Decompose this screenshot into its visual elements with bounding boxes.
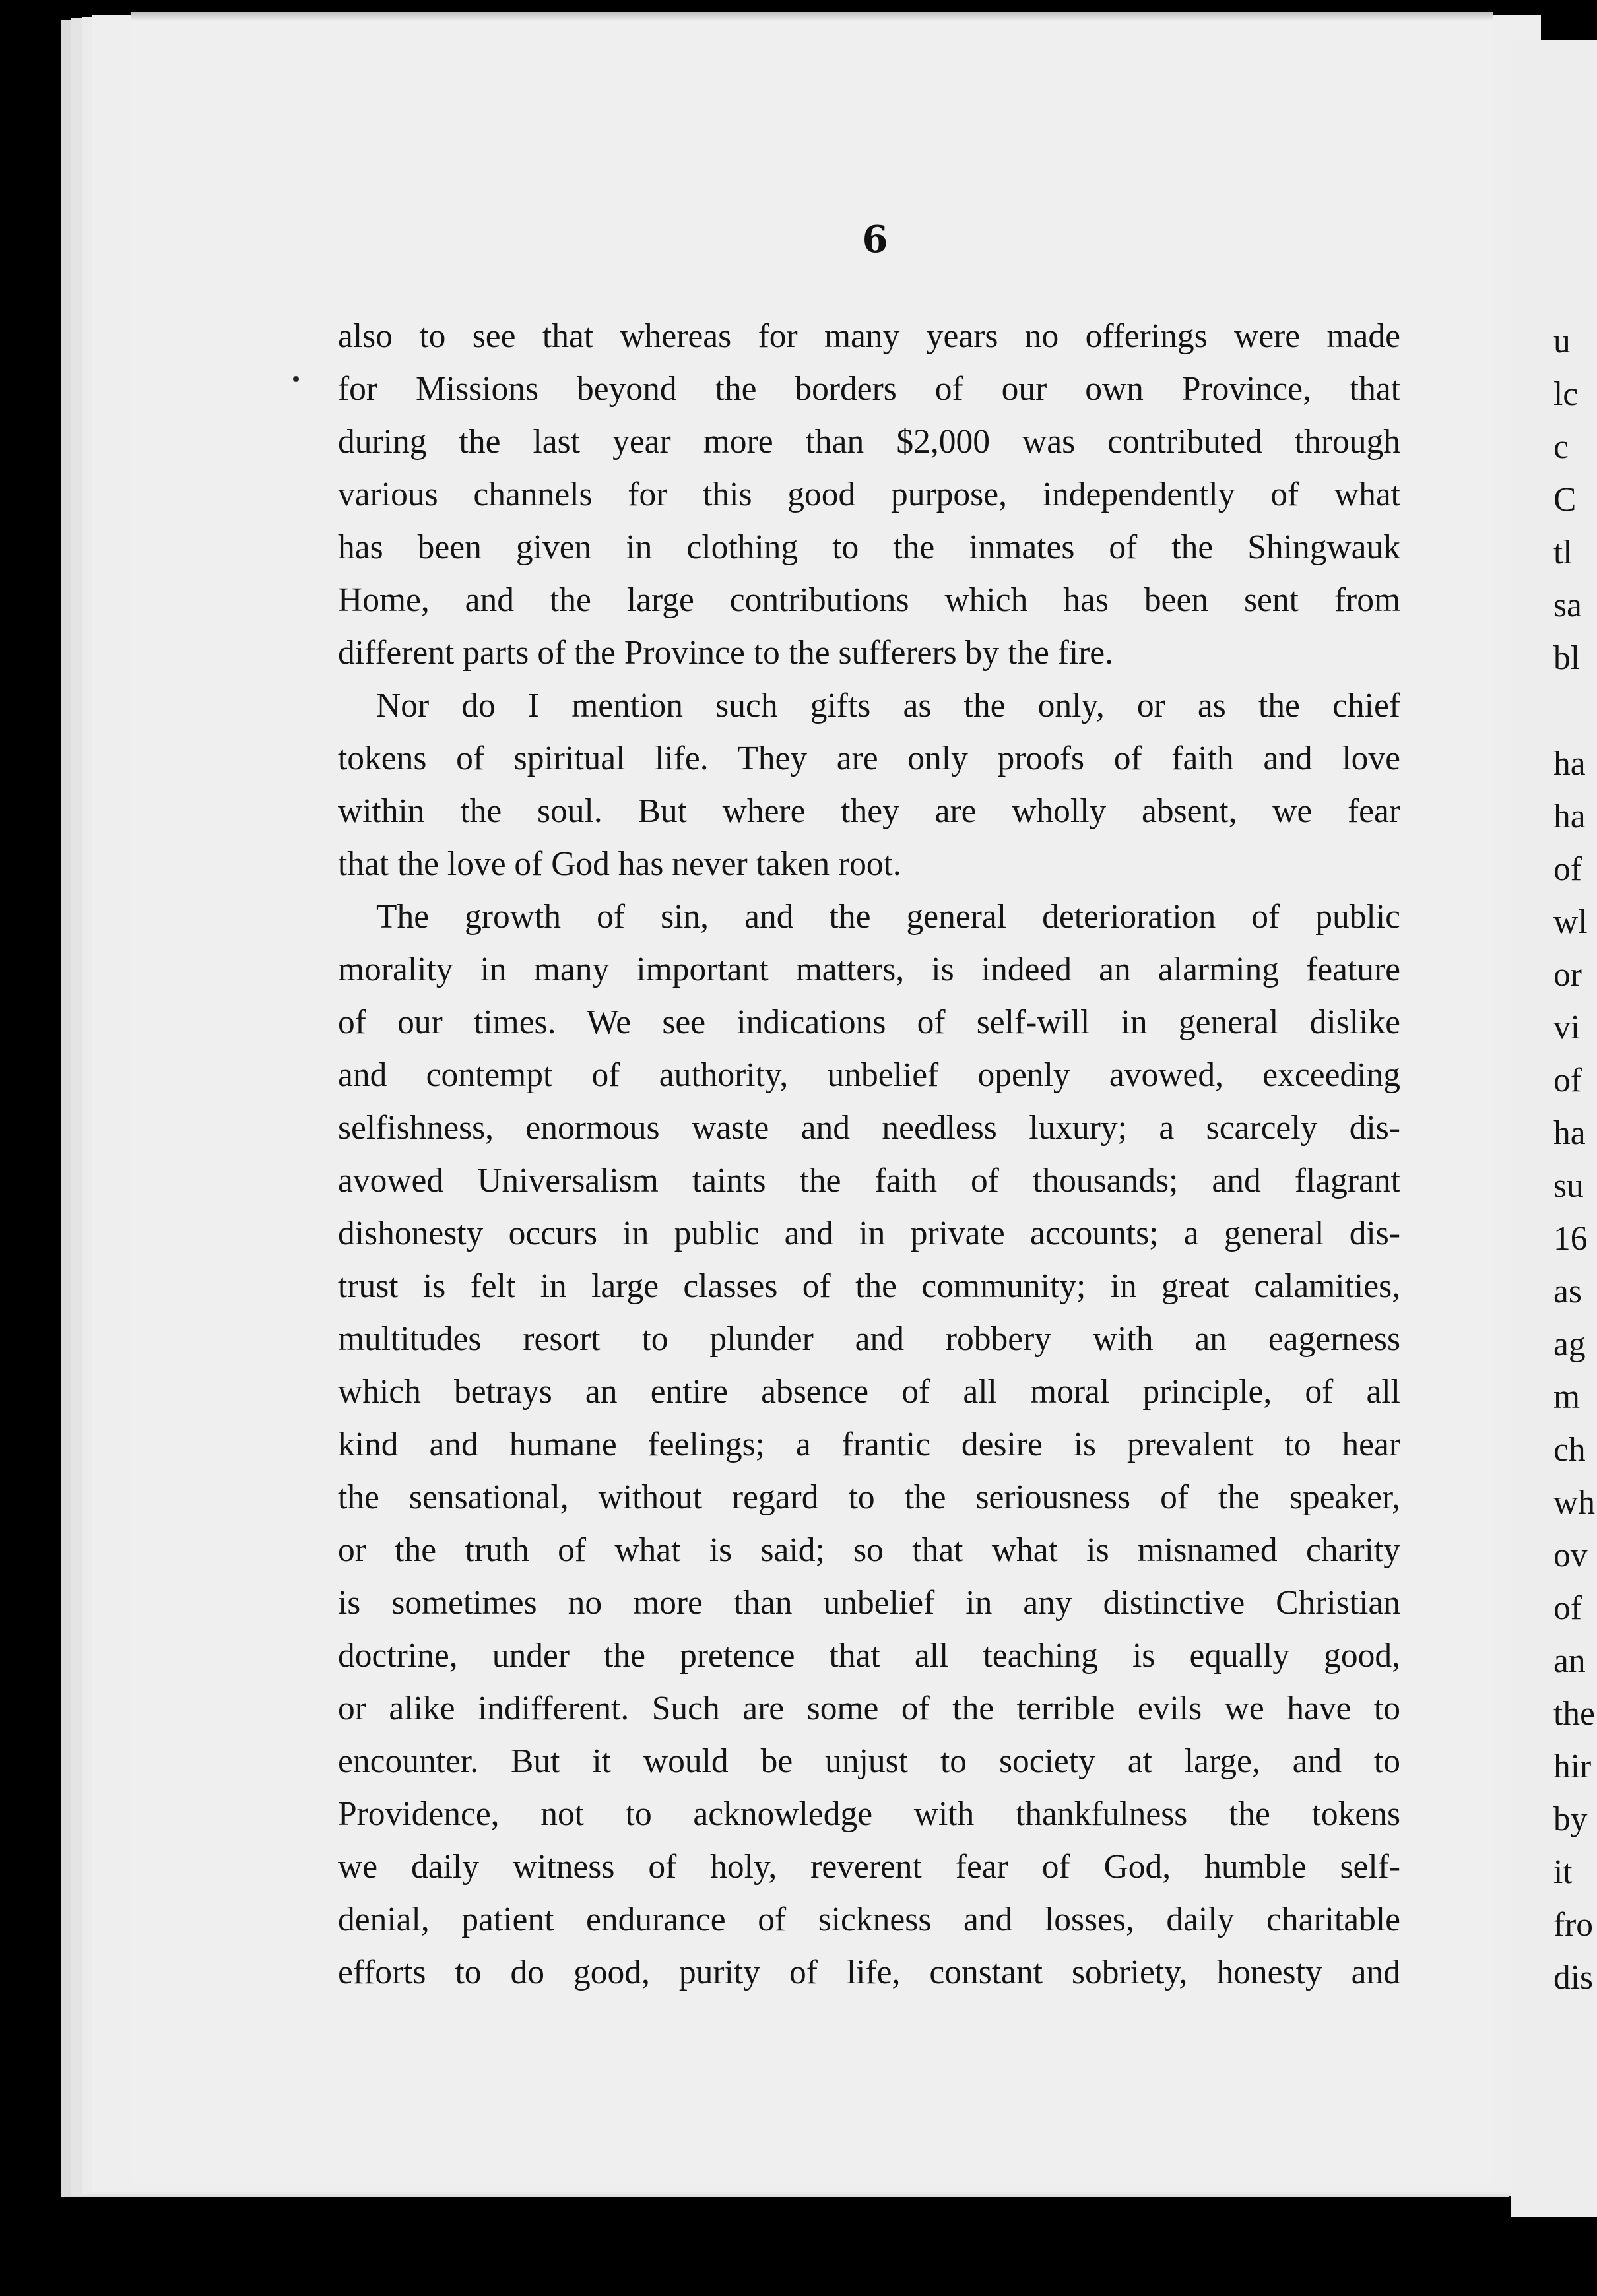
- facing-text-fragment: ha: [1553, 798, 1586, 835]
- facing-text-fragment: u: [1553, 323, 1571, 360]
- text-line: Home, and the large contributions which has been sent from: [338, 581, 1400, 619]
- facing-text-fragment: ha: [1553, 745, 1586, 782]
- text-line: for Missions beyond the borders of our own Province, that: [338, 370, 1400, 408]
- facing-text-fragment: an: [1553, 1642, 1586, 1680]
- facing-text-fragment: the: [1553, 1695, 1595, 1733]
- facing-page-text: [1511, 40, 1597, 2004]
- text-line: that the love of God has never taken root.: [338, 845, 901, 883]
- facing-text-fragment: [1511, 685, 1597, 738]
- paragraph: [338, 680, 1400, 891]
- facing-text-fragment: vi: [1553, 1009, 1581, 1046]
- facing-text-fragment: of: [1553, 850, 1582, 888]
- facing-text-fragment: of: [1553, 1062, 1582, 1099]
- facing-text-fragment: c: [1553, 428, 1569, 466]
- text-line: Providence, not to acknowledge with thankfulness the tokens: [338, 1795, 1400, 1833]
- text-line: avowed Universalism taints the faith of thousands; and flagrant: [338, 1162, 1400, 1199]
- page-number: 6: [862, 218, 888, 261]
- text-line: or the truth of what is said; so that what is misnamed charity: [338, 1531, 1400, 1569]
- margin-mark: [293, 376, 299, 382]
- paragraph: [338, 310, 1400, 680]
- text-line: denial, patient endurance of sickness and losses, daily charitable: [338, 1901, 1400, 1938]
- facing-text-fragment: ch: [1553, 1431, 1586, 1469]
- facing-text-fragment: of: [1553, 1589, 1582, 1627]
- text-line: different parts of the Province to the sufferers by the fire.: [338, 634, 1114, 672]
- facing-text-fragment: sa: [1553, 587, 1582, 624]
- body-text: [338, 310, 1400, 1999]
- text-line: selfishness, enormous waste and needless luxury; a scarcely dis-: [338, 1109, 1400, 1147]
- text-line: doctrine, under the pretence that all teaching is equally good,: [338, 1637, 1400, 1674]
- facing-text-fragment: tl: [1553, 534, 1573, 571]
- paragraph: [338, 891, 1400, 1999]
- facing-text-fragment: hir: [1553, 1748, 1592, 1785]
- text-line: encounter. But it would be unjust to society at large, and to: [338, 1742, 1400, 1780]
- facing-text-fragment: as: [1553, 1273, 1582, 1310]
- facing-text-fragment: or: [1553, 956, 1582, 994]
- facing-text-fragment: C: [1553, 481, 1577, 519]
- facing-text-fragment: m: [1553, 1378, 1581, 1416]
- text-line: various channels for this good purpose, independently of what: [338, 476, 1400, 513]
- text-line: or alike indifferent. Such are some of the terrible evils we have to: [338, 1690, 1400, 1727]
- facing-text-fragment: bl: [1553, 639, 1581, 677]
- text-line: we daily witness of holy, reverent fear of God, humble self-: [338, 1848, 1400, 1886]
- facing-text-fragment: ov: [1553, 1537, 1588, 1574]
- text-line: is sometimes no more than unbelief in any distinctive Christian: [338, 1584, 1400, 1622]
- text-line: has been given in clothing to the inmates of the Shingwauk: [338, 528, 1400, 566]
- text-line: multitudes resort to plunder and robbery with an eagerness: [338, 1320, 1400, 1358]
- text-line: trust is felt in large classes of the community; in great calamities,: [338, 1267, 1400, 1305]
- facing-page: [1511, 40, 1597, 2217]
- text-line: within the soul. But where they are wholly absent, we fear: [338, 792, 1400, 830]
- facing-text-fragment: 16: [1553, 1220, 1588, 1258]
- facing-text-fragment: su: [1553, 1167, 1584, 1205]
- facing-text-fragment: ha: [1553, 1114, 1586, 1152]
- text-line: the sensational, without regard to the seriousness of the speaker,: [338, 1479, 1400, 1516]
- facing-text-fragment: wl: [1553, 903, 1588, 941]
- facing-text-fragment: ag: [1553, 1325, 1586, 1363]
- facing-text-fragment: dis: [1553, 1959, 1594, 1996]
- text-line: and contempt of authority, unbelief openly avowed, exceeding: [338, 1056, 1400, 1094]
- text-line: which betrays an entire absence of all moral principle, of all: [338, 1373, 1400, 1411]
- text-line: during the last year more than $2,000 was contributed through: [338, 423, 1400, 461]
- text-line: tokens of spiritual life. They are only proofs of faith and love: [338, 740, 1400, 777]
- facing-text-fragment: lc: [1553, 375, 1579, 413]
- text-line: also to see that whereas for many years no offerings were made: [338, 317, 1400, 355]
- text-line: dishonesty occurs in public and in private accounts; a general dis-: [338, 1215, 1400, 1252]
- text-line: kind and humane feelings; a frantic desire is prevalent to hear: [338, 1426, 1400, 1463]
- text-line: The growth of sin, and the general deterioration of public: [376, 898, 1400, 936]
- facing-text-fragment: by: [1553, 1801, 1588, 1838]
- text-line: efforts to do good, purity of life, constant sobriety, honesty and: [338, 1954, 1400, 1991]
- facing-text-fragment: fro: [1553, 1906, 1594, 1944]
- facing-text-fragment: it: [1553, 1853, 1573, 1891]
- facing-text-fragment: wh: [1553, 1484, 1595, 1521]
- text-line: of our times. We see indications of self-will in general dislike: [338, 1004, 1400, 1041]
- text-line: morality in many important matters, is indeed an alarming feature: [338, 951, 1400, 988]
- text-line: Nor do I mention such gifts as the only, or as the chief: [376, 687, 1400, 724]
